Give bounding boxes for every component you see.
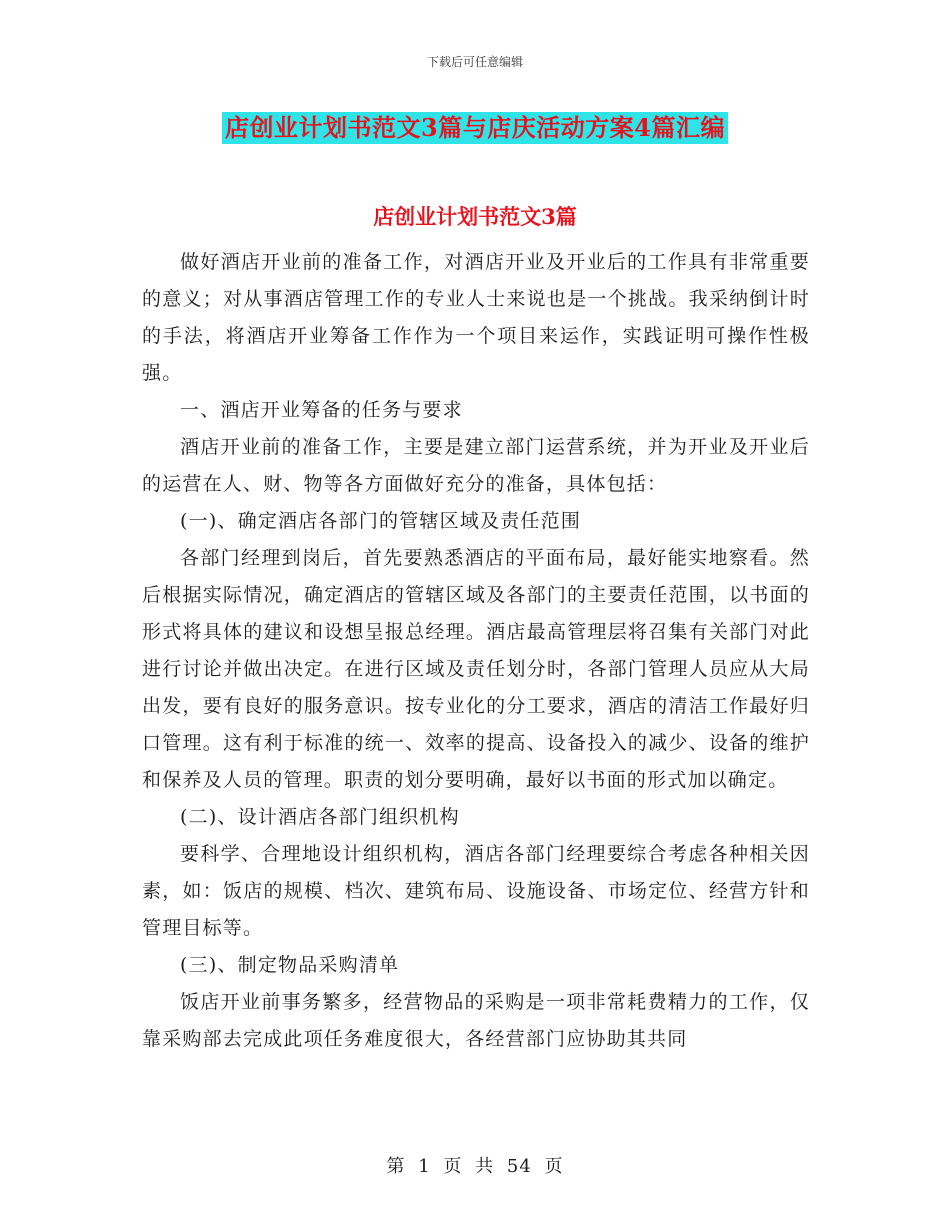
main-title-container	[0, 112, 950, 144]
document-body	[142, 244, 810, 1058]
paragraph-procurement: 饭店开业前事务繁多，经营物品的采购是一项非常耗费精力的工作，仅靠采购部去完成此项任务难度很大，各经营部门应协助其共同	[142, 991, 810, 1050]
subheading-2: (二)、设计酒店各部门组织机构	[180, 806, 460, 828]
footer-page-word: 第	[386, 1156, 406, 1177]
subheading-1: (一)、确定酒店各部门的管辖区域及责任范围	[180, 510, 582, 532]
paragraph-intro: 做好酒店开业前的准备工作，对酒店开业及开业后的工作具有非常重要的意义；对从事酒店管理工作的专业人士来说也是一个挑战。我采纳倒计时的手法，将酒店开业筹备工作作为一个项目来运作，实践证明可操作性极强。	[142, 251, 810, 384]
footer-page-number: 1	[418, 1156, 431, 1177]
heading-task-requirements: 一、酒店开业筹备的任务与要求	[180, 399, 463, 421]
paragraph-departments: 各部门经理到岗后，首先要熟悉酒店的平面布局，最好能实地察看。然后根据实际情况，确定酒店的管辖区域及各部门的主要责任范围，以书面的形式将具体的建议和设想呈报总经理。酒店最高管理层将召集有关部门对此进行讨论并做出决定。在进行区域及责任划分时，各部门管理人员应从大局出发，要有良好的服务意识。按专业化的分工要求，酒店的清洁工作最好归口管理。这有利于标准的统一、效率的提高、设备投入的减少、设备的维护和保养及人员的管理。职责的划分要明确，最好以书面的形式加以确定。	[142, 547, 810, 791]
paragraph-preparation: 酒店开业前的准备工作，主要是建立部门运营系统，并为开业及开业后的运营在人、财、物等各方面做好充分的准备，具体包括：	[142, 436, 810, 495]
subheading-3: (三)、制定物品采购清单	[180, 954, 400, 976]
header-note: 下载后可任意编辑	[426, 55, 523, 69]
footer-page-unit: 页	[443, 1156, 463, 1177]
section-title: 店创业计划书范文3篇	[373, 204, 577, 229]
main-title: 店创业计划书范文3篇与店庆活动方案4篇汇编	[222, 112, 728, 144]
paragraph-organization: 要科学、合理地设计组织机构，酒店各部门经理要综合考虑各种相关因素，如：饭店的规模、档次、建筑布局、设施设备、市场定位、经营方针和管理目标等。	[142, 843, 810, 939]
footer-total-word: 共	[475, 1156, 495, 1177]
footer-total-unit: 页	[544, 1156, 564, 1177]
page-footer	[0, 1152, 950, 1178]
footer-total-pages: 54	[506, 1156, 532, 1177]
